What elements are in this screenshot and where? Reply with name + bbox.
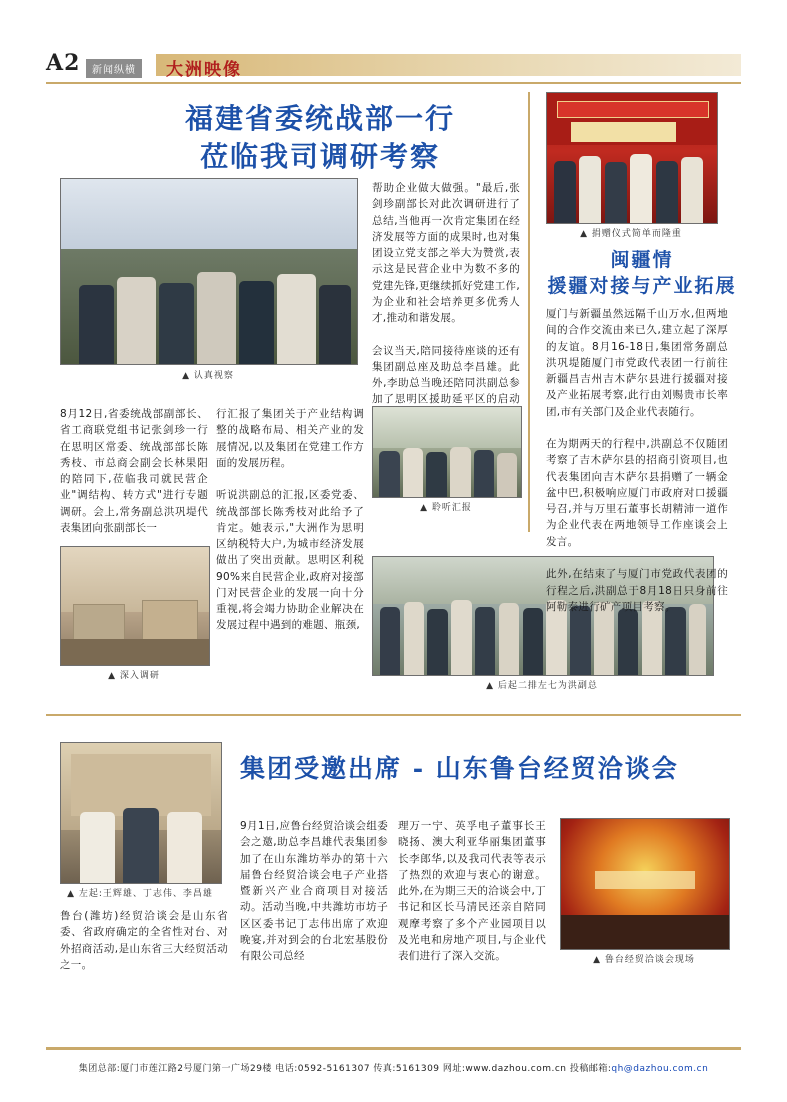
photo-donation-caption: ▲ 捐赠仪式简单而隆重 — [580, 229, 682, 239]
top-rule — [46, 82, 741, 84]
column-divider — [528, 92, 530, 532]
main-headline-line1: 福建省委统战部一行 — [184, 102, 455, 135]
photo-forum-caption: ▲ 鲁台经贸洽谈会现场 — [593, 955, 695, 965]
middle-rule — [46, 714, 741, 716]
photo-main-inspection — [60, 178, 358, 365]
main-column-1: 8月12日,省委统战部副部长、省工商联党组书记张剑珍一行在思明区常委、统战部部长陈秀枝、市总商会副会长林果阳的陪同下,莅临我司就民营企业"调结构、转方式"进行专题调研。会上,常务副总洪巩堤代表集团向张副部长一 — [60, 408, 208, 534]
side-body: 厦门与新疆虽然远隔千山万水,但两地间的合作交流由来已久,建立起了深厚的友谊。8月16-18日,集团常务副总洪巩堤随厦门市党政代表团一行前往新疆昌吉州吉木萨尔县进行援疆对接及产业拓展考察,此行由刘赐贵市长率团,市有关部门及企业代表随行。 在为期两天的行程中,洪副总不仅随团考察了吉木萨尔县的招商引资项目,也代表集团向吉木萨尔县捐赠了一辆金盆中巴,积极响应厦门市政府对口援疆号召,并与万里石董事长胡精沛一道作为企业代表在两地领导工作座谈会上发言。 此外,在结束了与厦门市党政代表团的行程之后,洪副总于8月18日只身前往阿勒泰进行矿产项目考察。 — [546, 308, 728, 613]
photo-three-men-caption: ▲ 左起:王辉雄、丁志伟、李昌雄 — [67, 889, 213, 899]
bottom-column-left: 鲁台(潍坊)经贸洽谈会是山东省委、省政府确定的全省性对台、对外招商活动,是山东省三大经贸活动之一。 — [60, 910, 228, 971]
section-title: 大洲映像 — [166, 60, 242, 80]
masthead — [46, 50, 741, 80]
bottom-column-mid: 9月1日,应鲁台经贸洽谈会组委会之邀,助总李昌雄代表集团参加了在山东潍坊举办的第十六届鲁台经贸洽谈会电子产业搭暨新兴产业合商项目对接活动。活动当晚,中共潍坊市坊子区区委书记丁志伟出席了欢迎晚宴,并对到会的台北宏基股份有限公司总经 — [240, 820, 388, 963]
bottom-column-right: 理万一宁、英孚电子董事长王晓扬、澳大利亚华丽集团董事长李郎华,以及我司代表等表示了热烈的欢迎与衷心的谢意。此外,在为期三天的洽谈会中,丁书记和区长马清民还亲自陪同观摩考察了多个产业园项目以及光电和房地产项目,与企业代表们进行了深入交流。 — [398, 820, 546, 963]
photo-forum-stage — [560, 818, 730, 950]
bottom-headline: 集团受邀出席 - 山东鲁台经贸洽谈会 — [240, 754, 679, 783]
footer-rule — [46, 1047, 741, 1050]
photo-group-caption: ▲ 后起二排左七为洪副总 — [486, 681, 598, 691]
photo-main-caption: ▲ 认真视察 — [182, 371, 234, 381]
photo-listening-report — [372, 406, 522, 498]
photo-listening-caption: ▲ 聆听汇报 — [420, 503, 472, 513]
main-headline-line2: 莅临我司调研考察 — [199, 140, 440, 173]
footer-email[interactable]: qh@dazhou.com.cn — [611, 1064, 709, 1074]
photo-deep-research-caption: ▲ 深入调研 — [108, 671, 160, 681]
side-headline-line1: 闽疆情 — [610, 249, 674, 271]
photo-donation-ceremony — [546, 92, 718, 224]
side-headline-line2: 援疆对接与产业拓展 — [547, 275, 737, 297]
photo-three-men — [60, 742, 222, 884]
masthead-band — [156, 54, 741, 76]
footer — [46, 1061, 741, 1074]
page-number: A2 — [46, 50, 81, 76]
main-column-3: 帮助企业做大做强。"最后,张剑珍副部长对此次调研进行了总结,当他再一次肯定集团在经济发展等方面的成果时,也对集团设立党支部之举大为赞赏,表示这是民营企业中为数不多的党建先锋,更继续抓好党建工作,为企业和社会培养更多优秀人才,推动和谐发展。 会议当天,陪同接待座谈的还有集团副总座及助总李昌雄。此外,李助总当晚还陪同洪副总参加了思明区援助延平区的启动 — [372, 182, 520, 406]
photo-deep-research — [60, 546, 210, 666]
main-column-2: 行汇报了集团关于产业结构调整的战略布局、相关产业的发展情况,以及集团在党建工作方面的发展历程。 听说洪副总的汇报,区委党委、统战部部长陈秀枝对此给予了肯定。她表示,"大洲作为思明区纳税特大户,为城市经济发展做出了突出贡献。思明区利税90%来自民营企业,政府对接部门对民营企业的发展一向十分重视,将会竭力协助企业解决在发展过程中遇到的难题、瓶颈, — [216, 408, 364, 632]
footer-text: 集团总部:厦门市莲江路2号厦门第一广场29楼 电话:0592-5161307 传真:5161309 网址:www.dazhou.com.cn 投稿邮箱: — [78, 1064, 612, 1074]
section-subtitle: 新闻纵横 — [86, 59, 142, 78]
